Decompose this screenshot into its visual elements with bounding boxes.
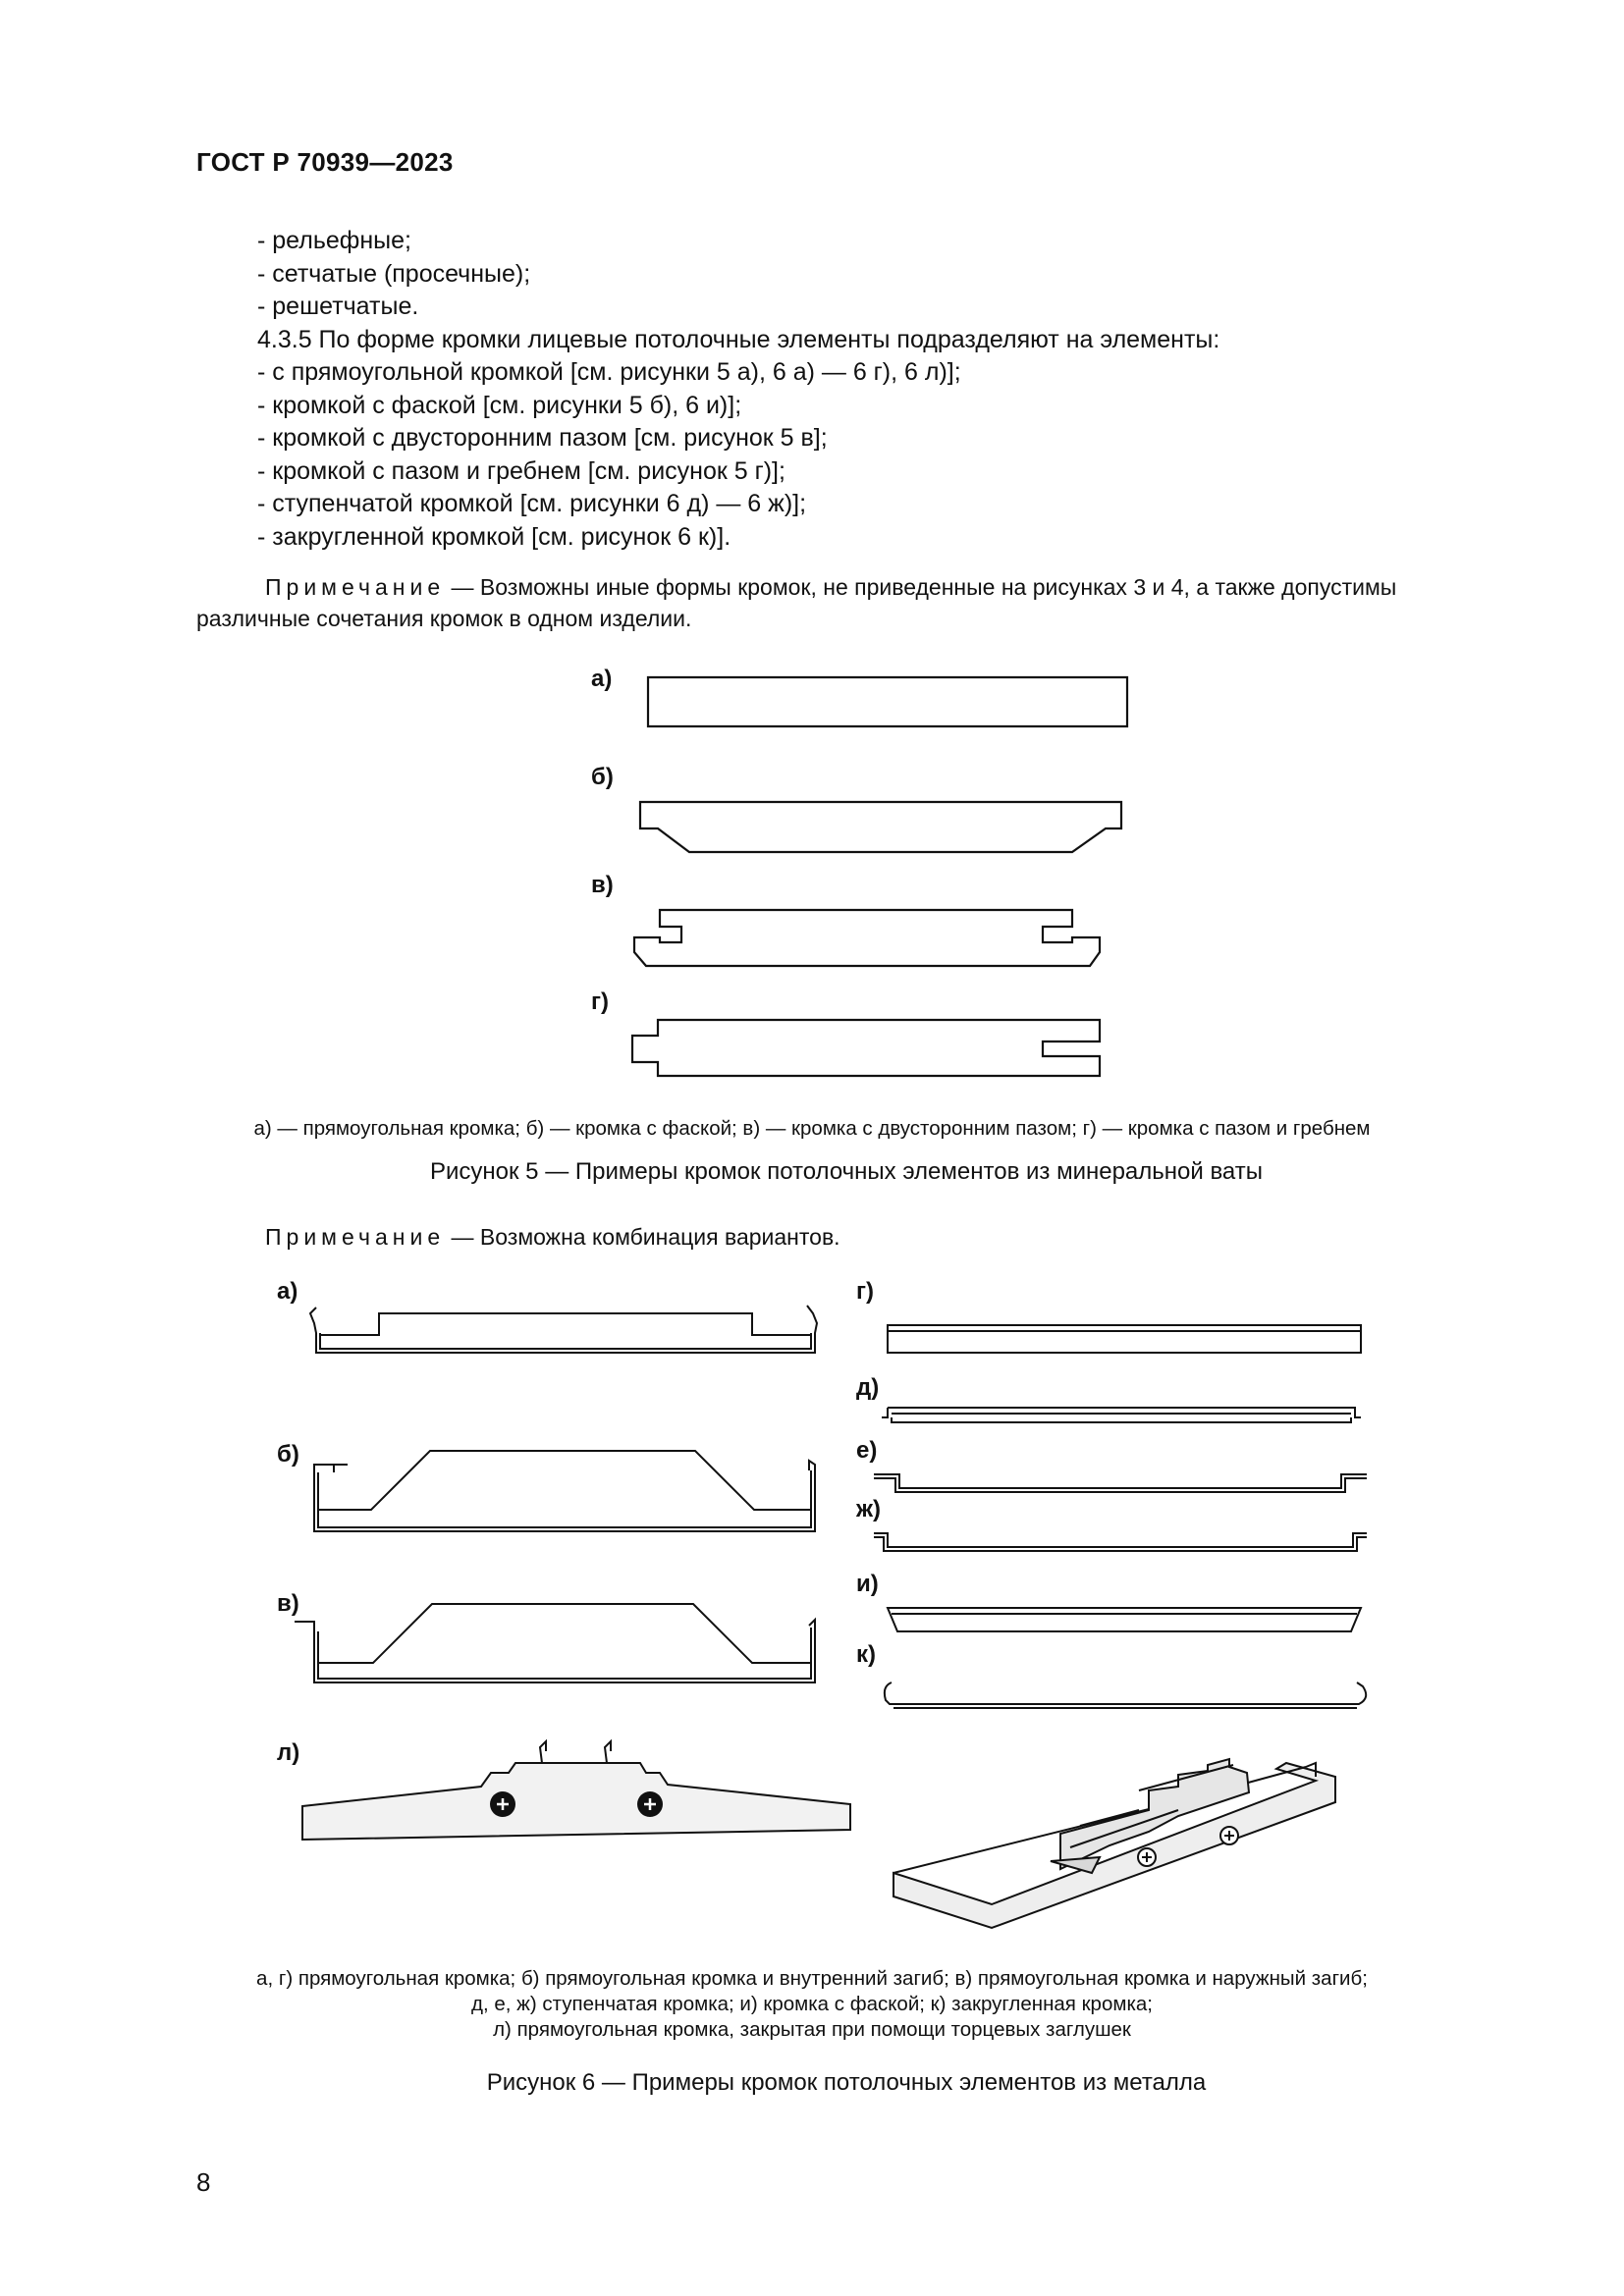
list-item: 4.3.5 По форме кромки лицевые потолочные элементы подразделяют на элементы: [257,325,1220,353]
fig5-label-a: а) [591,666,613,692]
edge-type-list [257,225,1219,554]
fig6-label-g: г) [856,1278,874,1305]
fig6-profile-v-inner [318,1628,811,1679]
fig6-profile-l-body [302,1763,850,1840]
fig6-profile-d [882,1408,1361,1422]
fig6-profile-g [888,1325,1361,1353]
fig6-profile-e [874,1474,1367,1492]
fig6-label-l: л) [277,1739,300,1766]
fig6-profile-a-inner [320,1333,811,1349]
figure-6-right-drawing [874,1306,1384,1718]
list-item: - рельефные; [257,227,411,254]
fig6-profile-zh [874,1533,1367,1551]
fig5-profile-chamfer [640,802,1121,852]
fig5-label-g: г) [591,988,609,1015]
fig6-label-k: к) [856,1641,877,1668]
fig5-profile-rectangular [648,677,1127,726]
fig6-profile-k [885,1682,1366,1704]
page-number: 8 [196,2167,211,2197]
fig6-profile-v-outer [295,1620,815,1682]
fig6-profile-l-clip [540,1741,546,1763]
fig6-legend-line1: а, г) прямоугольная кромка; б) прямоугольная кромка и внутренний загиб; в) прямоугольная кромка и наружный загиб; [256,1967,1368,1990]
list-item: - кромкой с фаской [см. рисунки 5 б), 6 и)]; [257,391,742,419]
note-text: — Возможна комбинация вариантов. [445,1224,840,1250]
note-text: — Возможны иные формы кромок, не приведенные на рисунках 3 и 4, а также допустимы [445,574,1397,600]
fig6-label-v: в) [277,1590,299,1617]
fig5-label-v: в) [591,872,614,898]
document-header: ГОСТ Р 70939—2023 [196,147,454,177]
list-item: - решетчатые. [257,293,419,320]
fig6-profile-i [888,1608,1361,1631]
fig6-profile-l-clip [605,1741,611,1763]
fig5-legend: а) — прямоугольная кромка; б) — кромка с фаской; в) — кромка с двусторонним пазом; г) — кромка с пазом и гребнем [253,1117,1371,1140]
fig6-profile-l-3d [884,1737,1434,1934]
fig6-profile-v-top [318,1604,811,1663]
figure-5-drawing [619,667,1149,1080]
fig6-label-e: е) [856,1437,878,1464]
fig6-profile-a-top [320,1313,811,1335]
fig6-profile-b-top [318,1451,811,1510]
fig5-label-b: б) [591,764,614,790]
list-item: - закругленной кромкой [см. рисунок 6 к)]. [257,522,731,551]
list-item: - с прямоугольной кромкой [см. рисунки 5 а), 6 а) — 6 г), 6 л)]; [257,358,961,386]
figure-6-left-drawing [295,1276,844,1728]
fig5-caption: Рисунок 5 — Примеры кромок потолочных элементов из минеральной ваты [430,1158,1263,1185]
fig6-profile-l [295,1728,864,1845]
tray-body [893,1763,1335,1928]
fig6-legend-line2: д, е, ж) ступенчатая кромка; и) кромка с фаской; к) закругленная кромка; [471,1993,1153,2015]
list-item: - ступенчатой кромкой [см. рисунки 6 д) — 6 ж)]; [257,490,807,517]
fig6-legend-line3: л) прямоугольная кромка, закрытая при помощи торцевых заглушек [493,2018,1131,2041]
fig6-profile-b-inner [318,1465,811,1527]
fig6-label-b: б) [277,1441,299,1468]
list-item: - сетчатые (просечные); [257,259,531,288]
fig6-label-zh: ж) [856,1496,882,1522]
fig6-label-a: а) [277,1278,298,1305]
note-1 [265,571,1396,603]
fig6-label-d: д) [856,1374,880,1401]
list-item: - кромкой с двусторонним пазом [см. рисунок 5 в]; [257,424,828,452]
note-label: Примечание [265,574,446,600]
fig5-profile-tongue-groove [632,1020,1100,1076]
note-2 [265,1221,840,1253]
list-item: - кромкой с пазом и гребнем [см. рисунок 5 г)]; [257,456,785,485]
note-label: Примечание [265,1224,446,1250]
note-1-continued: различные сочетания кромок в одном изделии. [196,606,692,631]
fig5-profile-double-groove [634,910,1100,966]
fig6-label-i: и) [856,1571,879,1597]
fig6-caption: Рисунок 6 — Примеры кромок потолочных элементов из металла [486,2069,1207,2096]
